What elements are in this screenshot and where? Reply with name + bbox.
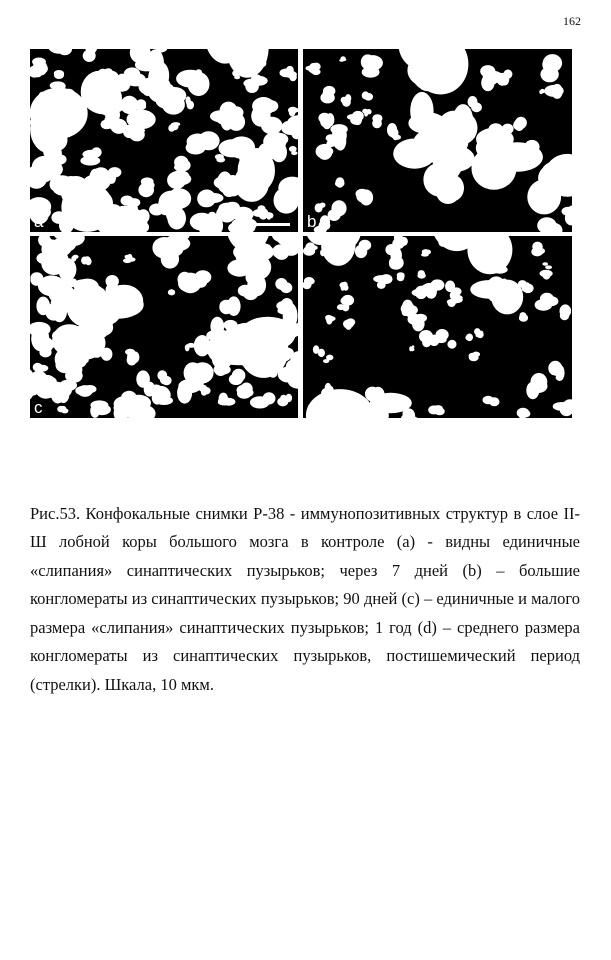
vesicle-blob bbox=[539, 91, 542, 94]
vesicle-blob bbox=[555, 365, 564, 381]
vesicle-blob bbox=[364, 110, 368, 117]
vesicle-blob bbox=[222, 323, 274, 366]
vesicle-blob bbox=[470, 280, 508, 299]
vesicle-blob bbox=[271, 133, 288, 146]
vesicle-blob bbox=[402, 300, 413, 314]
vesicle-blob bbox=[354, 117, 362, 125]
vesicle-blob bbox=[280, 395, 287, 401]
vesicle-blob bbox=[408, 314, 421, 325]
vesicle-blob bbox=[117, 397, 129, 411]
vesicle-blob bbox=[36, 297, 50, 316]
vesicle-blob bbox=[168, 125, 175, 132]
vesicle-blob bbox=[540, 67, 558, 83]
vesicle-blob bbox=[415, 286, 428, 299]
vesicle-blob bbox=[492, 142, 543, 172]
vesicle-blob bbox=[136, 370, 150, 387]
vesicle-blob bbox=[387, 123, 397, 137]
vesicle-blob bbox=[280, 282, 292, 293]
vesicle-blob bbox=[136, 99, 146, 108]
vesicle-blob bbox=[84, 256, 90, 262]
vesicle-blob bbox=[56, 357, 76, 373]
vesicle-blob bbox=[240, 383, 252, 396]
scale-bar bbox=[252, 223, 290, 226]
vesicle-blob bbox=[465, 335, 472, 341]
page-number: 162 bbox=[563, 14, 581, 28]
vesicle-blob bbox=[540, 270, 553, 277]
vesicle-blob bbox=[104, 116, 113, 125]
panel-label-d: d bbox=[307, 398, 317, 417]
micrograph-panel-d bbox=[303, 236, 572, 418]
vesicle-blob bbox=[448, 340, 457, 349]
vesicle-blob bbox=[519, 410, 529, 417]
vesicle-blob bbox=[533, 248, 545, 255]
vesicle-blob bbox=[370, 393, 412, 413]
vesicle-blob bbox=[489, 397, 499, 406]
vesicle-blob bbox=[345, 322, 352, 330]
vesicle-blob bbox=[238, 285, 253, 297]
vesicle-blob bbox=[335, 181, 345, 187]
vesicle-blob bbox=[365, 390, 374, 398]
vesicle-blob bbox=[320, 203, 326, 208]
vesicle-blob bbox=[398, 274, 405, 278]
vesicle-blob bbox=[311, 69, 320, 75]
vesicle-blob bbox=[325, 315, 332, 320]
vesicle-blob bbox=[229, 374, 243, 385]
vesicle-blob bbox=[250, 396, 270, 408]
vesicle-blob bbox=[560, 304, 572, 317]
vesicle-blob bbox=[258, 208, 269, 219]
vesicle-blob bbox=[442, 175, 464, 201]
vesicle-blob bbox=[323, 86, 335, 96]
vesicle-blob bbox=[373, 275, 389, 283]
vesicle-blob bbox=[61, 408, 68, 413]
vesicle-blob bbox=[303, 246, 315, 256]
vesicle-blob bbox=[220, 182, 227, 186]
vesicle-blob bbox=[385, 244, 397, 255]
vesicle-blob bbox=[356, 189, 369, 199]
vesicle-blob bbox=[514, 118, 525, 131]
vesicle-blob bbox=[527, 179, 561, 214]
vesicle-blob bbox=[210, 110, 231, 122]
vesicle-blob bbox=[168, 289, 175, 295]
vesicle-blob bbox=[37, 337, 54, 353]
vesicle-blob bbox=[343, 96, 349, 106]
vesicle-blob bbox=[542, 262, 548, 266]
figure-53 bbox=[30, 49, 572, 418]
vesicle-blob bbox=[410, 92, 433, 130]
vesicle-blob bbox=[328, 209, 341, 221]
vesicle-blob bbox=[125, 349, 135, 355]
vesicle-blob bbox=[61, 183, 113, 232]
panel-label-a: a bbox=[34, 212, 44, 231]
vesicle-blob bbox=[216, 157, 225, 162]
vesicle-blob bbox=[52, 299, 67, 322]
vesicle-blob bbox=[168, 188, 191, 208]
vesicle-blob bbox=[155, 393, 163, 403]
vesicle-blob bbox=[214, 363, 227, 376]
vesicle-blob bbox=[42, 376, 57, 389]
vesicle-blob bbox=[43, 65, 48, 73]
panel-label-b: b bbox=[307, 212, 317, 231]
vesicle-blob bbox=[469, 354, 479, 362]
vesicle-blob bbox=[422, 249, 430, 254]
vesicle-blob bbox=[77, 385, 92, 397]
vesicle-blob bbox=[433, 405, 443, 411]
vesicle-blob bbox=[168, 175, 180, 185]
vesicle-blob bbox=[199, 385, 208, 392]
vesicle-blob bbox=[58, 49, 73, 55]
figure-caption: Рис.53. Конфокальные снимки Р-38 - иммунопозитивных структур в слое II-Ш лобной коры большого мозга в контроле (а) - видны единичные «слипания» синаптических пузырьков; через 7 дней (b) – большие конгломераты из синаптических пузырьков; 90 дней (с) – единичные и малого размера «слипания» синаптических пузырьков; 1 год (d) – среднего размера конгломераты из синаптических пузырьков, постишемический период (стрелки). Шкала, 10 мкм. bbox=[30, 503, 580, 695]
vesicle-blob bbox=[519, 314, 528, 322]
vesicle-blob bbox=[419, 330, 433, 343]
vesicle-blob bbox=[339, 59, 343, 62]
vesicle-blob bbox=[372, 114, 382, 122]
vesicle-blob bbox=[552, 84, 563, 99]
panel-label-c: c bbox=[34, 398, 43, 417]
vesicle-blob bbox=[261, 117, 282, 135]
vesicle-blob bbox=[447, 299, 455, 304]
vesicle-blob bbox=[38, 279, 48, 285]
vesicle-blob bbox=[121, 75, 133, 81]
vesicle-blob bbox=[545, 265, 552, 269]
vesicle-blob bbox=[291, 151, 297, 155]
vesicle-blob bbox=[341, 285, 345, 291]
vesicle-blob bbox=[91, 147, 101, 157]
vesicle-blob bbox=[141, 177, 154, 186]
micrograph-d-image bbox=[303, 236, 572, 418]
vesicle-blob bbox=[318, 349, 325, 357]
vesicle-blob bbox=[323, 359, 329, 363]
vesicle-blob bbox=[143, 88, 152, 96]
vesicle-blob bbox=[185, 344, 190, 351]
vesicle-blob bbox=[497, 73, 508, 86]
vesicle-blob bbox=[176, 70, 205, 88]
vesicle-blob bbox=[197, 190, 213, 207]
vesicle-blob bbox=[126, 257, 135, 262]
vesicle-blob bbox=[474, 328, 480, 335]
vesicle-blob bbox=[160, 84, 176, 109]
micrograph-panel-a bbox=[30, 49, 298, 232]
vesicle-blob bbox=[186, 141, 206, 155]
vesicle-blob bbox=[355, 245, 367, 258]
vesicle-blob bbox=[59, 264, 72, 282]
micrograph-panel-b bbox=[303, 49, 572, 232]
vesicle-blob bbox=[178, 272, 192, 288]
vesicle-blob bbox=[187, 101, 194, 110]
micrograph-c-image bbox=[30, 236, 298, 418]
vesicle-blob bbox=[410, 348, 415, 352]
vesicle-blob bbox=[285, 71, 297, 78]
vesicle-blob bbox=[91, 291, 144, 319]
vesicle-blob bbox=[341, 297, 352, 305]
vesicle-blob bbox=[326, 134, 337, 142]
vesicle-blob bbox=[71, 256, 76, 262]
vesicle-blob bbox=[389, 256, 404, 270]
vesicle-blob bbox=[58, 326, 105, 360]
vesicle-blob bbox=[211, 214, 221, 223]
vesicle-blob bbox=[243, 79, 260, 88]
vesicle-blob bbox=[84, 81, 122, 114]
vesicle-blob bbox=[90, 404, 100, 418]
vesicle-blob bbox=[174, 163, 188, 171]
vesicle-blob bbox=[184, 362, 203, 383]
vesicle-blob bbox=[37, 365, 48, 372]
vesicle-blob bbox=[529, 379, 548, 393]
vesicle-blob bbox=[227, 296, 241, 316]
vesicle-blob bbox=[234, 76, 240, 80]
vesicle-blob bbox=[289, 146, 297, 152]
vesicle-blob bbox=[319, 221, 331, 231]
vesicle-blob bbox=[397, 135, 401, 139]
micrograph-a-image bbox=[30, 49, 298, 232]
vesicle-blob bbox=[468, 96, 478, 108]
vesicle-blob bbox=[540, 293, 554, 305]
vesicle-blob bbox=[363, 55, 383, 71]
vesicle-blob bbox=[157, 370, 167, 380]
vesicle-blob bbox=[326, 113, 334, 126]
vesicle-blob bbox=[288, 107, 298, 114]
micrograph-b-image bbox=[303, 49, 572, 232]
vesicle-blob bbox=[30, 105, 69, 154]
vesicle-blob bbox=[219, 393, 228, 404]
vesicle-blob bbox=[362, 91, 370, 99]
vesicle-blob bbox=[417, 273, 425, 279]
micrograph-panel-c bbox=[30, 236, 298, 418]
vesicle-blob bbox=[238, 148, 275, 193]
vesicle-blob bbox=[445, 281, 455, 293]
vesicle-blob bbox=[54, 70, 64, 77]
vesicle-blob bbox=[137, 131, 145, 137]
